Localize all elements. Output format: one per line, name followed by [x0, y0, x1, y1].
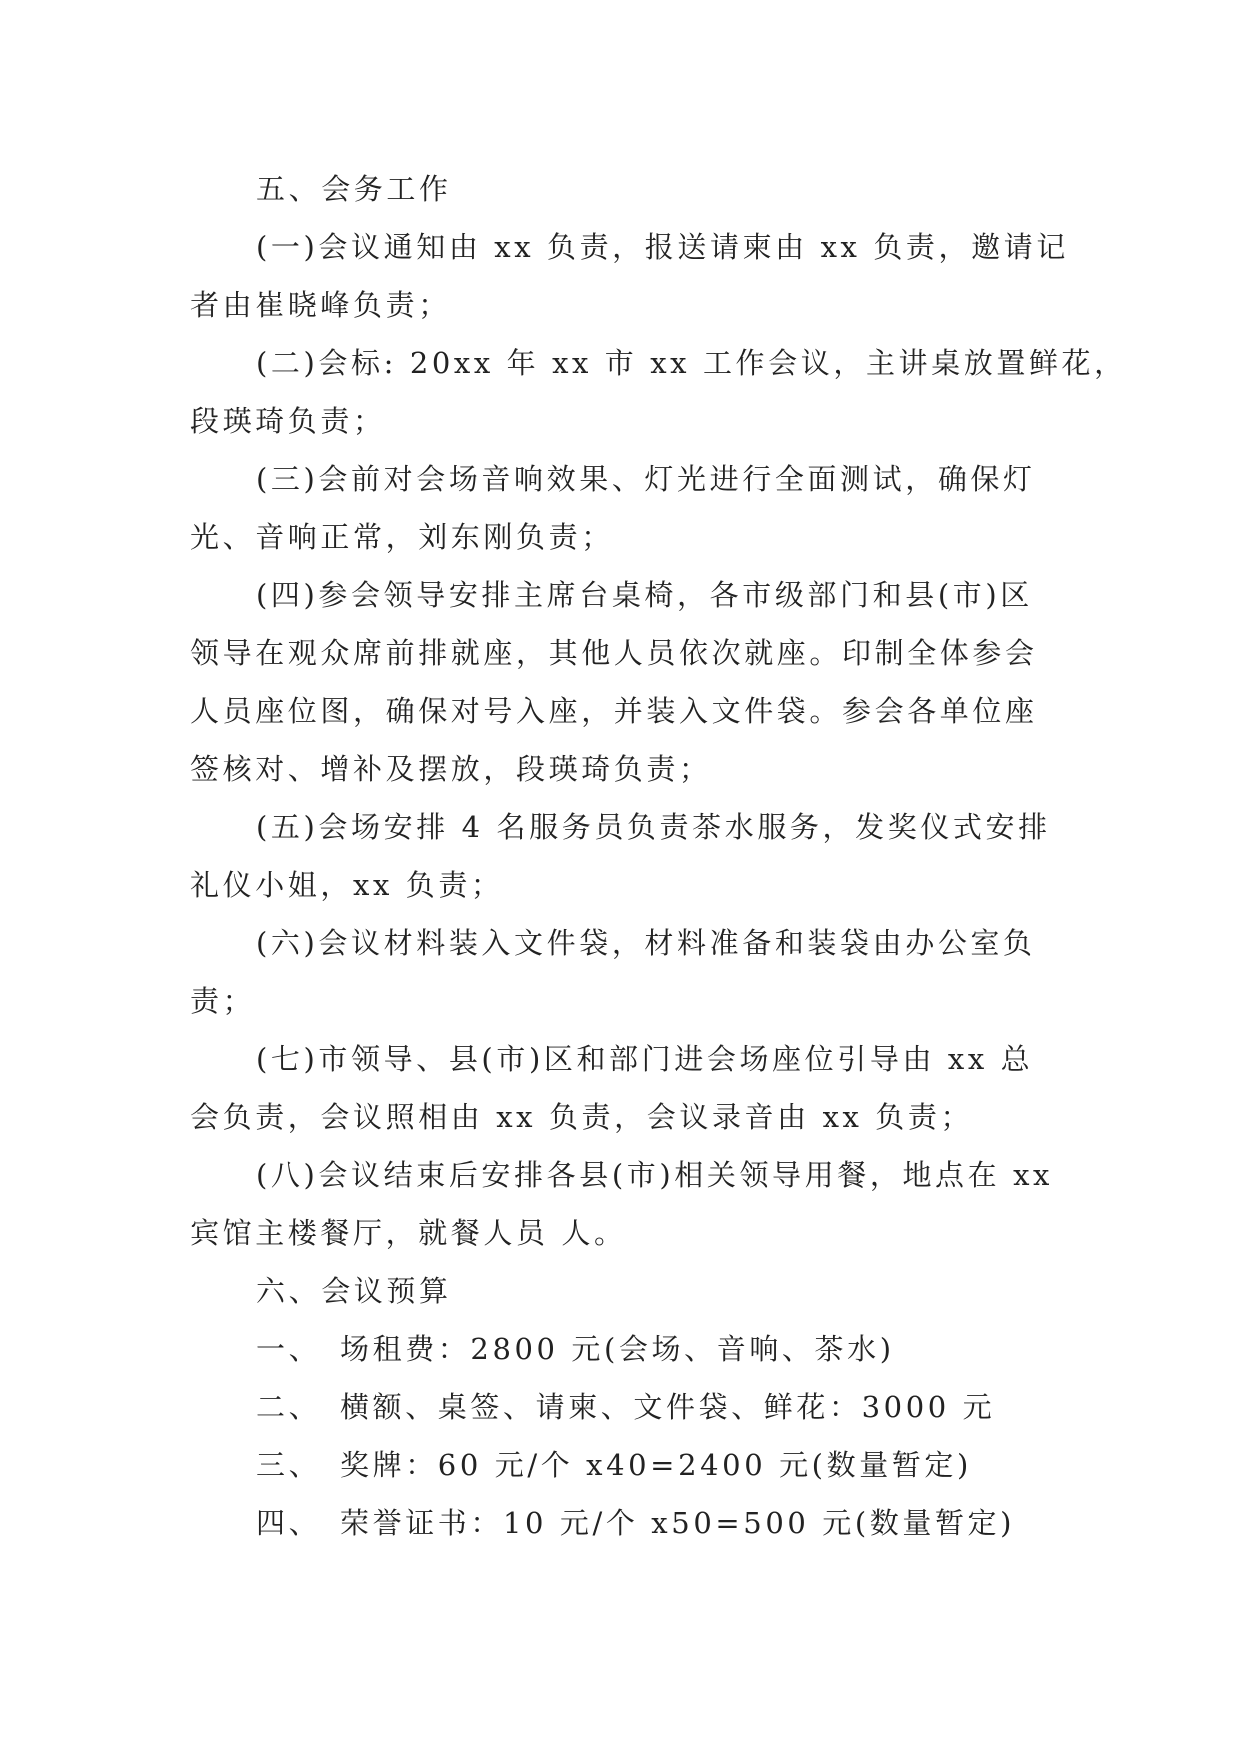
paragraph-line: 会负责，会议照相由 xx 负责，会议录音由 xx 负责； [190, 1100, 974, 1134]
paragraph-line: 领导在观众席前排就座，其他人员依次就座。印制全体参会 [190, 636, 1038, 670]
budget-item-text: 荣誉证书：10 元/个 x50=500 元(数量暂定) [340, 1506, 1016, 1540]
budget-item [190, 1494, 1050, 1552]
budget-item-number: 四、 [256, 1506, 322, 1540]
paragraph-line: 光、音响正常，刘东刚负责； [190, 520, 614, 554]
document-body [190, 160, 1127, 1552]
paragraph-line: 签核对、增补及摆放，段瑛琦负责； [190, 752, 712, 786]
paragraph-line: (四)参会领导安排主席台桌椅，各市级部门和县(市)区 [256, 578, 1033, 612]
section-heading: 六、会议预算 [256, 1274, 452, 1308]
budget-item-number: 三、 [256, 1448, 322, 1482]
budget-item [190, 1378, 1050, 1436]
budget-item-text: 奖牌：60 元/个 x40=2400 元(数量暂定) [340, 1448, 972, 1482]
budget-item [190, 1320, 1050, 1378]
budget-item-number: 一、 [256, 1332, 322, 1366]
paragraph-line: 宾馆主楼餐厅，就餐人员 人。 [190, 1216, 627, 1250]
budget-item [190, 1436, 1050, 1494]
paragraph-line: 礼仪小姐，xx 负责； [190, 868, 504, 902]
paragraph-line: (一)会议通知由 xx 负责，报送请柬由 xx 负责，邀请记 [256, 230, 1069, 264]
paragraph-line: (八)会议结束后安排各县(市)相关领导用餐，地点在 xx [256, 1158, 1053, 1192]
paragraph-line: (七)市领导、县(市)区和部门进会场座位引导由 xx 总 [256, 1042, 1034, 1076]
paragraph-line: (二)会标: 20xx 年 xx 市 xx 工作会议，主讲桌放置鲜花， [256, 346, 1127, 380]
paragraph-line: (三)会前对会场音响效果、灯光进行全面测试，确保灯 [256, 462, 1036, 496]
paragraph-line: (五)会场安排 4 名服务员负责茶水服务，发奖仪式安排 [256, 810, 1051, 844]
paragraph-line: 责； [190, 984, 256, 1018]
paragraph-line: 段瑛琦负责； [190, 404, 386, 438]
paragraph-line: 者由崔晓峰负责； [190, 288, 451, 322]
budget-item-number: 二、 [256, 1390, 322, 1424]
budget-item-text: 横额、桌签、请柬、文件袋、鲜花：3000 元 [340, 1390, 996, 1424]
paragraph-line: 人员座位图，确保对号入座，并装入文件袋。参会各单位座 [190, 694, 1038, 728]
section-heading: 五、会务工作 [256, 172, 452, 206]
budget-item-text: 场租费：2800 元(会场、音响、茶水) [340, 1332, 895, 1366]
paragraph-line: (六)会议材料装入文件袋，材料准备和装袋由办公室负 [256, 926, 1036, 960]
